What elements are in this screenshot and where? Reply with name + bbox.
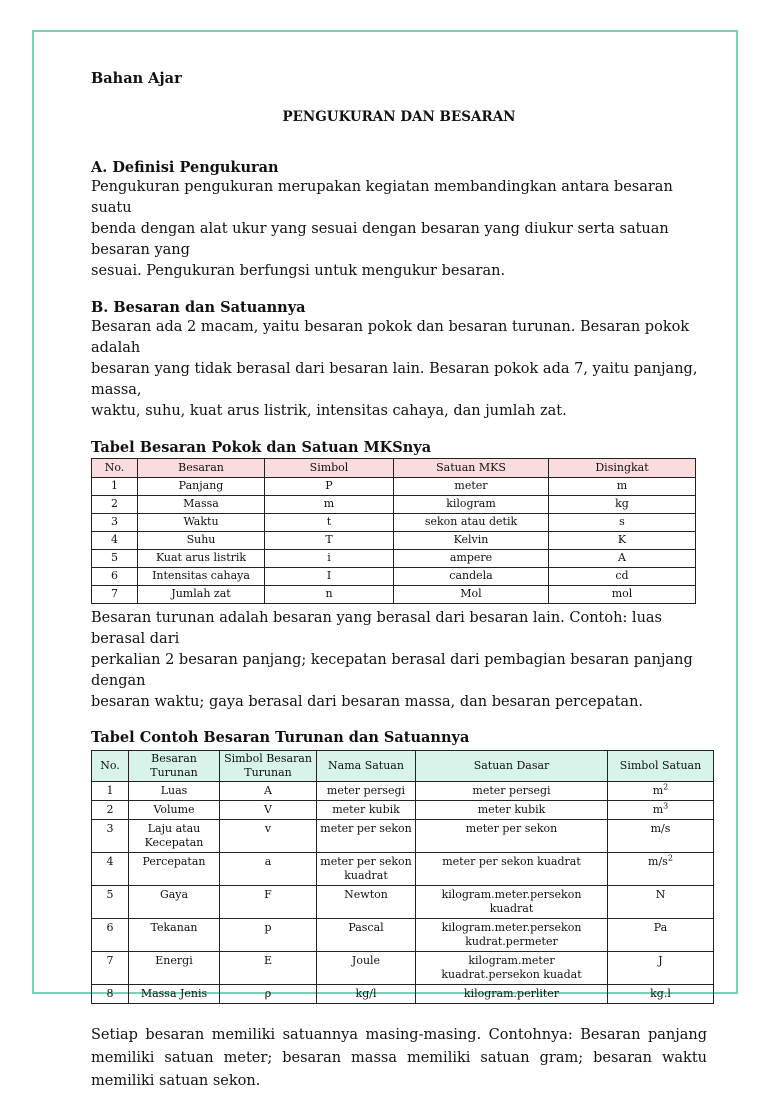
table2-cell: 4 bbox=[92, 853, 129, 886]
table1-cell: n bbox=[265, 586, 394, 604]
table1-row bbox=[92, 550, 696, 568]
table2-row bbox=[92, 952, 714, 985]
unit-symbol: m bbox=[652, 803, 664, 816]
table2-cell: 5 bbox=[92, 886, 129, 919]
section-a-heading: A. Definisi Pengukuran bbox=[91, 159, 279, 176]
table2-cell bbox=[608, 820, 714, 853]
table2-cell bbox=[608, 782, 714, 801]
table1-cell: ampere bbox=[394, 550, 549, 568]
table2-cell: ρ bbox=[220, 985, 317, 1004]
table2-cell: Gaya bbox=[129, 886, 220, 919]
table1-row bbox=[92, 586, 696, 604]
table2-cell: meter per sekon bbox=[416, 820, 608, 853]
table1-row bbox=[92, 514, 696, 532]
table2-cell: F bbox=[220, 886, 317, 919]
table1-cell: kg bbox=[549, 496, 696, 514]
table1-cell: mol bbox=[549, 586, 696, 604]
table1-cell: candela bbox=[394, 568, 549, 586]
table2-cell: meter per sekon bbox=[317, 820, 416, 853]
table2-cell: meter per sekon kuadrat bbox=[416, 853, 608, 886]
table1-cell: 4 bbox=[92, 532, 138, 550]
table2-cell: meter persegi bbox=[416, 782, 608, 801]
table2-cell: Tekanan bbox=[129, 919, 220, 952]
table2-cell: Laju atau Kecepatan bbox=[129, 820, 220, 853]
table2-cell bbox=[608, 952, 714, 985]
table2-header-row bbox=[92, 751, 714, 782]
table2-cell: Newton bbox=[317, 886, 416, 919]
table2-cell: Energi bbox=[129, 952, 220, 985]
table2-header: Besaran Turunan bbox=[129, 751, 220, 782]
table1-cell: Mol bbox=[394, 586, 549, 604]
section-a-line: Pengukuran pengukuran merupakan kegiatan membandingkan antara besaran suatu bbox=[91, 179, 673, 216]
table1-cell: sekon atau detik bbox=[394, 514, 549, 532]
table2-cell: kilogram.meter.persekon kudrat.permeter bbox=[416, 919, 608, 952]
table2-cell: 2 bbox=[92, 801, 129, 820]
table2-header: Simbol Satuan bbox=[608, 751, 714, 782]
table2-row bbox=[92, 853, 714, 886]
table2-cell: 1 bbox=[92, 782, 129, 801]
table1-cell: Kuat arus listrik bbox=[138, 550, 265, 568]
table1-cell: m bbox=[265, 496, 394, 514]
section-b-line: Besaran ada 2 macam, yaitu besaran pokok dan besaran turunan. Besaran pokok adalah bbox=[91, 319, 690, 356]
table2-cell: Pascal bbox=[317, 919, 416, 952]
table1-row bbox=[92, 532, 696, 550]
table1-cell: 6 bbox=[92, 568, 138, 586]
table2-cell: 8 bbox=[92, 985, 129, 1004]
table2-row bbox=[92, 820, 714, 853]
table1-cell: t bbox=[265, 514, 394, 532]
table2-caption: Tabel Contoh Besaran Turunan dan Satuannya bbox=[91, 729, 470, 746]
table-besaran-turunan bbox=[91, 750, 714, 1004]
table1-row bbox=[92, 496, 696, 514]
table2-row bbox=[92, 919, 714, 952]
table2-cell: 3 bbox=[92, 820, 129, 853]
table2-cell: 7 bbox=[92, 952, 129, 985]
table2-cell: Joule bbox=[317, 952, 416, 985]
section-b-heading: B. Besaran dan Satuannya bbox=[91, 299, 306, 316]
section-a-line: benda dengan alat ukur yang sesuai dengan besaran yang diukur serta satuan besaran yang bbox=[91, 221, 669, 258]
table2-row bbox=[92, 801, 714, 820]
turunan-line: perkalian 2 besaran panjang; kecepatan berasal dari pembagian besaran panjang dengan bbox=[91, 652, 693, 689]
table1-caption: Tabel Besaran Pokok dan Satuan MKSnya bbox=[91, 439, 432, 456]
unit-symbol: m/s bbox=[650, 822, 671, 835]
table2-cell: kilogram.meter kuadrat.persekon kuadat bbox=[416, 952, 608, 985]
document-body bbox=[91, 66, 707, 1093]
table2-row bbox=[92, 886, 714, 919]
table2-row bbox=[92, 985, 714, 1004]
table1-cell: 5 bbox=[92, 550, 138, 568]
table2-cell: meter persegi bbox=[317, 782, 416, 801]
table2-cell: Luas bbox=[129, 782, 220, 801]
table1-header-row bbox=[92, 459, 696, 478]
table1-cell: K bbox=[549, 532, 696, 550]
table2-row bbox=[92, 782, 714, 801]
table1-cell: kilogram bbox=[394, 496, 549, 514]
table1-header: Simbol bbox=[265, 459, 394, 478]
document-title: PENGUKURAN DAN BESARAN bbox=[282, 109, 516, 125]
table2-cell: kg/l bbox=[317, 985, 416, 1004]
table1-header: No. bbox=[92, 459, 138, 478]
table2-cell: kilogram.meter.persekon kuadrat bbox=[416, 886, 608, 919]
section-b-line: waktu, suhu, kuat arus listrik, intensitas cahaya, dan jumlah zat. bbox=[91, 403, 567, 419]
table1-cell: I bbox=[265, 568, 394, 586]
table2-cell: 6 bbox=[92, 919, 129, 952]
table1-row bbox=[92, 478, 696, 496]
turunan-line: besaran waktu; gaya berasal dari besaran massa, dan besaran percepatan. bbox=[91, 694, 644, 710]
unit-exponent: 2 bbox=[663, 782, 669, 792]
unit-symbol: m/s bbox=[648, 855, 668, 868]
table1-cell: Jumlah zat bbox=[138, 586, 265, 604]
table1-cell: Kelvin bbox=[394, 532, 549, 550]
table1-cell: Intensitas cahaya bbox=[138, 568, 265, 586]
table1-cell: cd bbox=[549, 568, 696, 586]
unit-symbol: kg.l bbox=[650, 987, 671, 1000]
table2-cell: meter kubik bbox=[416, 801, 608, 820]
unit-exponent: 3 bbox=[663, 801, 669, 811]
table2-cell: V bbox=[220, 801, 317, 820]
table2-cell: a bbox=[220, 853, 317, 886]
table2-header: Satuan Dasar bbox=[416, 751, 608, 782]
table-besaran-pokok bbox=[91, 458, 696, 604]
table2-cell bbox=[608, 919, 714, 952]
table2-header: Nama Satuan bbox=[317, 751, 416, 782]
table1-cell: 3 bbox=[92, 514, 138, 532]
table1-cell: m bbox=[549, 478, 696, 496]
table1-cell: Suhu bbox=[138, 532, 265, 550]
table1-cell: P bbox=[265, 478, 394, 496]
table1-cell: s bbox=[549, 514, 696, 532]
turunan-line: Besaran turunan adalah besaran yang berasal dari besaran lain. Contoh: luas berasal dari bbox=[91, 610, 662, 647]
table2-cell: Percepatan bbox=[129, 853, 220, 886]
table1-header: Disingkat bbox=[549, 459, 696, 478]
table1-header: Besaran bbox=[138, 459, 265, 478]
table1-cell: Panjang bbox=[138, 478, 265, 496]
table2-cell bbox=[608, 801, 714, 820]
table1-cell: T bbox=[265, 532, 394, 550]
table2-cell: A bbox=[220, 782, 317, 801]
closing-paragraph: Setiap besaran memiliki satuannya masing-masing. Contohnya: Besaran panjang memiliki satuan meter; besaran massa memiliki satuan gram; besaran waktu memiliki satuan sekon. bbox=[91, 1027, 707, 1089]
table2-cell: v bbox=[220, 820, 317, 853]
section-a-line: sesuai. Pengukuran berfungsi untuk mengukur besaran. bbox=[91, 263, 506, 279]
table1-header: Satuan MKS bbox=[394, 459, 549, 478]
unit-symbol: N bbox=[655, 888, 666, 901]
table1-cell: i bbox=[265, 550, 394, 568]
table2-cell: meter kubik bbox=[317, 801, 416, 820]
table1-cell: A bbox=[549, 550, 696, 568]
unit-exponent: 2 bbox=[667, 853, 673, 863]
table2-cell bbox=[608, 985, 714, 1004]
table2-header: No. bbox=[92, 751, 129, 782]
document-label: Bahan Ajar bbox=[91, 70, 182, 87]
table1-cell: 7 bbox=[92, 586, 138, 604]
table1-cell: 2 bbox=[92, 496, 138, 514]
table1-cell: 1 bbox=[92, 478, 138, 496]
table2-cell: Volume bbox=[129, 801, 220, 820]
table2-cell: kilogram.perliter bbox=[416, 985, 608, 1004]
unit-symbol: m bbox=[652, 784, 664, 797]
table2-cell: p bbox=[220, 919, 317, 952]
unit-symbol: J bbox=[658, 954, 663, 967]
unit-symbol: Pa bbox=[653, 921, 668, 934]
table2-cell: Massa Jenis bbox=[129, 985, 220, 1004]
table1-cell: Massa bbox=[138, 496, 265, 514]
section-b-line: besaran yang tidak berasal dari besaran lain. Besaran pokok ada 7, yaitu panjang, massa, bbox=[91, 361, 698, 398]
table2-cell: meter per sekon kuadrat bbox=[317, 853, 416, 886]
table2-cell bbox=[608, 886, 714, 919]
table1-cell: Waktu bbox=[138, 514, 265, 532]
table2-cell: E bbox=[220, 952, 317, 985]
table2-header: Simbol Besaran Turunan bbox=[220, 751, 317, 782]
table1-cell: meter bbox=[394, 478, 549, 496]
table1-row bbox=[92, 568, 696, 586]
table2-cell bbox=[608, 853, 714, 886]
